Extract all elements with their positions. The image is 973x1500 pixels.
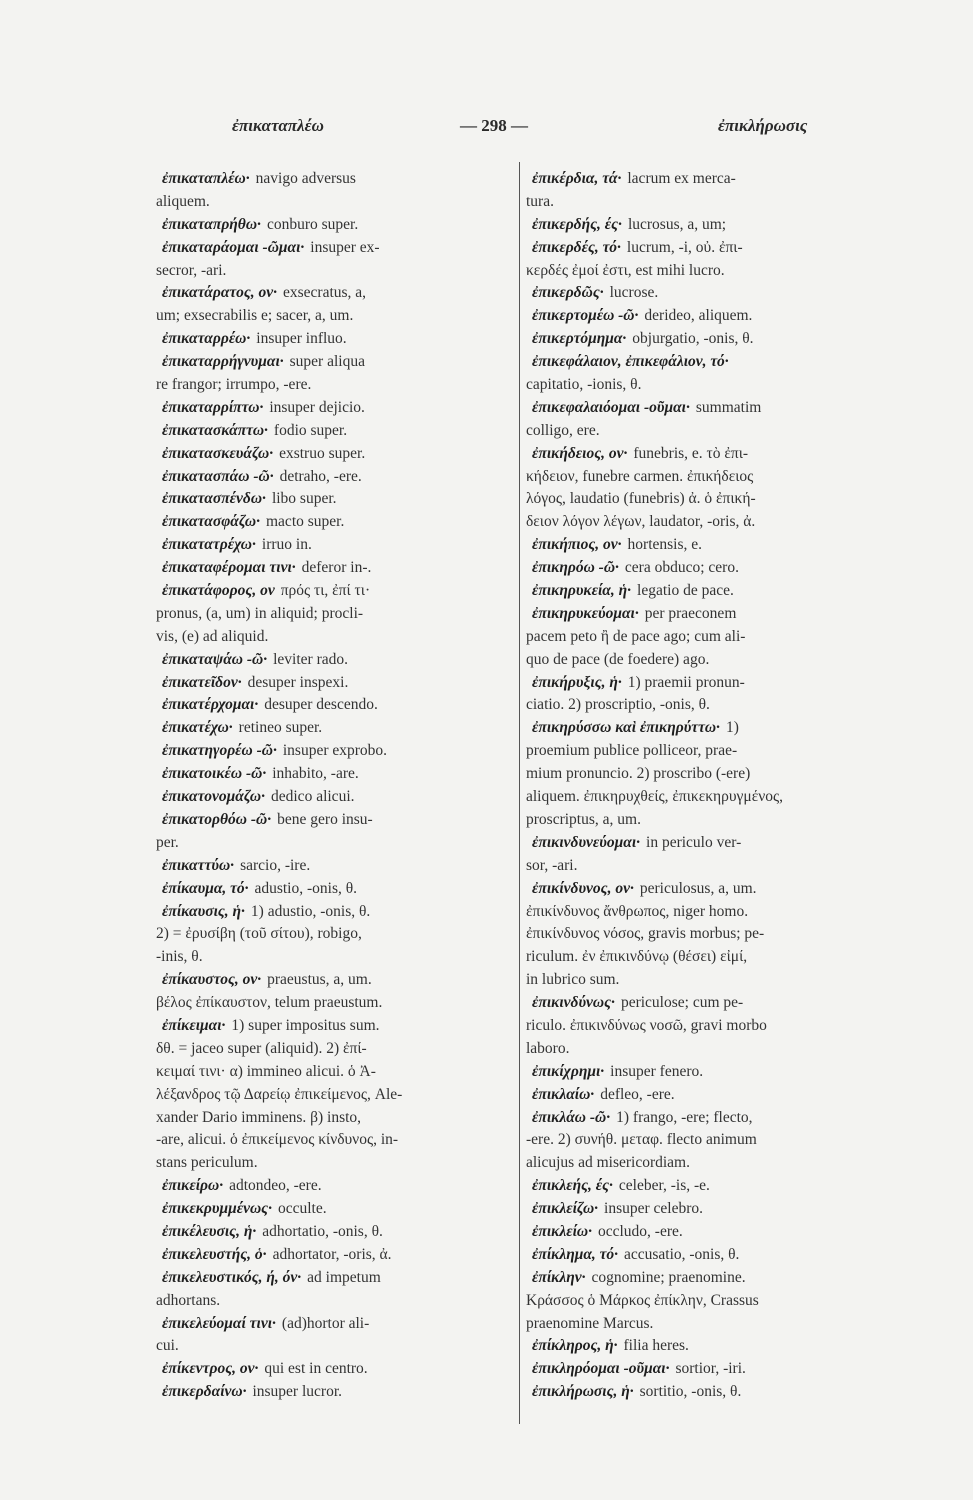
dictionary-entry-line	[156, 694, 516, 717]
entry-definition: aliquem. ἐπικηρυχθείς, ἐπικεκηρυγμένος,	[526, 788, 783, 806]
entry-definition: δειον λόγον λέγων, laudator, -oris, ἀ.	[526, 513, 756, 531]
dictionary-entry-line	[526, 328, 860, 351]
entry-headword: ἐπικεφάλαιον, ἐπικεφάλιον, τό·	[532, 353, 729, 371]
dictionary-entry-line	[526, 168, 860, 191]
entry-definition: desuper descendo.	[264, 696, 378, 714]
entry-definition: quo de pace (de foedere) ago.	[526, 650, 710, 668]
entry-definition: πρός τι, ἐπί τι·	[280, 582, 371, 600]
entry-headword: ἐπικερδαίνω·	[162, 1383, 247, 1401]
dictionary-entry-line	[156, 1381, 516, 1404]
entry-headword: ἐπικλαίω·	[532, 1085, 595, 1103]
entry-definition: 1) praemii pronun-	[627, 673, 745, 691]
entry-definition: adtondeo, -ere.	[229, 1177, 322, 1195]
entry-continuation-line	[526, 626, 860, 649]
entry-definition: exstruo super.	[279, 444, 366, 462]
dictionary-entry-line	[156, 672, 516, 695]
entry-continuation-line	[526, 1152, 860, 1175]
entry-continuation-line	[526, 901, 860, 924]
entry-headword: ἐπικείρω·	[162, 1177, 224, 1195]
entry-definition: leviter rado.	[273, 650, 348, 668]
dictionary-entry-line	[526, 1175, 860, 1198]
entry-definition: riculo. ἐπικινδύνως νοσῶ, gravi morbo	[526, 1016, 767, 1034]
entry-definition: βέλος ἐπίκαυστον, telum praeustum.	[156, 994, 383, 1012]
dictionary-entry-line	[526, 282, 860, 305]
dictionary-entry-line	[156, 488, 516, 511]
entry-headword: ἐπικατασκάπτω·	[162, 421, 268, 439]
entry-headword: ἐπικελευστικός, ή, όν·	[162, 1268, 302, 1286]
entry-continuation-line	[526, 1038, 860, 1061]
dictionary-entry-line	[156, 878, 516, 901]
entry-headword: ἐπικελεύομαί τινι·	[162, 1314, 276, 1332]
entry-definition: re frangor; irrumpo, -ere.	[156, 376, 312, 394]
entry-headword: ἐπικλήρωσις, ἡ·	[532, 1383, 634, 1401]
dictionary-entry-line	[526, 1244, 860, 1267]
entry-headword: ἐπικατέχω·	[162, 719, 233, 737]
entry-definition: λέξανδρος τῷ Δαρείῳ ἐπικείμενος, Ale-	[156, 1085, 403, 1103]
dictionary-entry-line	[156, 351, 516, 374]
running-head-first-entry: ἐπικαταπλέω	[232, 116, 324, 135]
entry-definition: occulte.	[277, 1200, 327, 1218]
entry-headword: ἐπικίχρημι·	[532, 1062, 605, 1080]
entry-headword: ἐπικαττύω·	[162, 856, 235, 874]
dictionary-entry-line	[156, 786, 516, 809]
entry-continuation-line	[156, 832, 516, 855]
entry-continuation-line	[156, 1038, 516, 1061]
entry-headword: ἐπικαταρρέω·	[162, 330, 251, 348]
entry-headword: ἐπικατορθόω -ῶ·	[162, 810, 272, 828]
entry-headword: ἐπικλάω -ῶ·	[532, 1108, 611, 1126]
entry-continuation-line	[156, 946, 516, 969]
entry-definition: laboro.	[526, 1039, 570, 1057]
entry-definition: deferor in-.	[301, 559, 372, 577]
entry-continuation-line	[156, 1152, 516, 1175]
entry-definition: funebris, e. τὸ ἐπι-	[633, 444, 749, 462]
entry-continuation-line	[526, 855, 860, 878]
dictionary-entry-line	[156, 1175, 516, 1198]
entry-definition: mium pronuncio. 2) proscribo (-ere)	[526, 765, 751, 783]
dictionary-entry-line	[526, 992, 860, 1015]
dictionary-entry-line	[156, 809, 516, 832]
entry-definition: cui.	[156, 1337, 179, 1355]
dictionary-entry-line	[156, 237, 516, 260]
entry-continuation-line	[156, 1129, 516, 1152]
dictionary-entry-line	[156, 740, 516, 763]
dictionary-entry-line	[156, 1358, 516, 1381]
dictionary-entry-line	[156, 763, 516, 786]
entry-headword: ἐπικερδής, ές·	[532, 215, 622, 233]
entry-continuation-line	[526, 420, 860, 443]
entry-headword: ἐπικλείζω·	[532, 1200, 599, 1218]
entry-continuation-line	[526, 763, 860, 786]
entry-headword: ἐπικαταπλέω·	[162, 170, 250, 187]
entry-definition: 1) frango, -ere; flecto,	[616, 1108, 753, 1126]
entry-headword: ἐπικήδειος, ον·	[532, 444, 628, 462]
entry-definition: insuper influo.	[256, 330, 347, 348]
entry-headword: ἐπικληρόομαι -οῦμαι·	[532, 1360, 670, 1378]
dictionary-entry-line	[526, 603, 860, 626]
column-divider	[519, 162, 520, 1424]
dictionary-entry-line	[526, 1267, 860, 1290]
entry-definition: lucrose.	[609, 284, 659, 302]
entry-continuation-line	[156, 1290, 516, 1313]
entry-continuation-line	[526, 1313, 860, 1336]
entry-headword: ἐπικελευστής, ὁ·	[162, 1245, 267, 1263]
dictionary-entry-line	[156, 1015, 516, 1038]
entry-continuation-line	[156, 1335, 516, 1358]
entry-definition: λόγος, laudatio (funebris) ἀ. ὁ ἐπική-	[526, 490, 756, 508]
entry-definition: summatim	[695, 398, 762, 416]
entry-continuation-line	[156, 1061, 516, 1084]
entry-definition: -inis, θ.	[156, 948, 203, 966]
entry-definition: per.	[156, 833, 179, 851]
entry-definition: 2) = ἐρυσίβη (τοῦ σίτου), robigo,	[156, 925, 362, 943]
entry-continuation-line	[526, 1290, 860, 1313]
entry-definition: macto super.	[266, 513, 345, 531]
entry-headword: ἐπικηρύσσω καὶ ἐπικηρύττω·	[532, 719, 720, 737]
entry-headword: ἐπικερτόμημα·	[532, 330, 627, 348]
dictionary-entry-line	[526, 1107, 860, 1130]
entry-definition: secror, -ari.	[156, 261, 227, 279]
entry-continuation-line	[156, 992, 516, 1015]
entry-headword: ἐπίκαυστος, ον·	[162, 971, 262, 989]
entry-continuation-line	[156, 374, 516, 397]
entry-definition: defleo, -ere.	[600, 1085, 675, 1103]
entry-definition: celeber, -is, -e.	[618, 1177, 710, 1195]
entry-definition: ad impetum	[307, 1268, 381, 1286]
entry-headword: ἐπικαταρρήγνυμαι·	[162, 353, 284, 371]
entry-definition: insuper lucror.	[252, 1383, 343, 1401]
entry-definition: pronus, (a, um) in aliquid; procli-	[156, 604, 364, 622]
dictionary-entry-line	[156, 580, 516, 603]
entry-continuation-line	[526, 649, 860, 672]
dictionary-entry-line	[156, 511, 516, 534]
dictionary-entry-line	[156, 534, 516, 557]
entry-definition: -ere. 2) συνήθ. μεταφ. flecto animum	[526, 1131, 757, 1149]
dictionary-entry-line	[526, 878, 860, 901]
entry-headword: ἐπικαταπρήθω·	[162, 215, 261, 233]
dictionary-entry-line	[526, 1335, 860, 1358]
entry-definition: derideo, aliquem.	[644, 307, 753, 325]
entry-continuation-line	[526, 923, 860, 946]
entry-continuation-line	[526, 946, 860, 969]
entry-definition: tura.	[526, 192, 554, 210]
entry-continuation-line	[526, 511, 860, 534]
entry-definition: proscriptus, a, um.	[526, 810, 641, 828]
entry-definition: bene gero insu-	[277, 810, 373, 828]
entry-definition: sor, -ari.	[526, 856, 578, 874]
entry-headword: ἐπικινδυνεύομαι·	[532, 833, 641, 851]
dictionary-entry-line	[526, 672, 860, 695]
entry-headword: ἐπικηρόω -ῶ·	[532, 559, 619, 577]
entry-definition: adhortator, -oris, ἀ.	[272, 1245, 392, 1263]
entry-headword: ἐπικατοικέω -ῶ·	[162, 765, 267, 783]
entry-headword: ἐπικλείω·	[532, 1222, 592, 1240]
entry-continuation-line	[526, 1015, 860, 1038]
entry-definition: lucrosus, a, um;	[627, 215, 727, 233]
entry-headword: ἐπικαταράομαι -ῶμαι·	[162, 238, 305, 256]
entry-continuation-line	[526, 488, 860, 511]
entry-definition: capitatio, -ionis, θ.	[526, 376, 642, 394]
entry-definition: pacem peto ἢ de pace ago; cum ali-	[526, 627, 746, 645]
entry-headword: ἐπίκλην·	[532, 1268, 586, 1286]
entry-headword: ἐπικερδές, τό·	[532, 238, 621, 256]
entry-definition: ἐπικίνδυνος νόσος, gravis morbus; pe-	[526, 925, 765, 943]
dictionary-entry-line	[156, 855, 516, 878]
dictionary-entry-line	[526, 717, 860, 740]
entry-headword: ἐπικεφαλαιόομαι -οῦμαι·	[532, 398, 690, 416]
entry-definition: insuper exprobo.	[282, 742, 388, 760]
entry-continuation-line	[156, 1084, 516, 1107]
entry-continuation-line	[526, 466, 860, 489]
entry-headword: ἐπικίνδυνος, ον·	[532, 879, 634, 897]
entry-definition: in lubrico sum.	[526, 971, 620, 989]
dictionary-entry-line	[156, 282, 516, 305]
entry-headword: ἐπίκαυμα, τό·	[162, 879, 249, 897]
entry-continuation-line	[156, 260, 516, 283]
right-column	[526, 168, 860, 1404]
entry-definition: 1)	[725, 719, 739, 737]
entry-continuation-line	[526, 786, 860, 809]
entry-definition: colligo, ere.	[526, 421, 600, 439]
dictionary-entry-line	[526, 832, 860, 855]
entry-definition: inhabito, -are.	[272, 765, 359, 783]
dictionary-entry-line	[526, 443, 860, 466]
dictionary-entry-line	[156, 466, 516, 489]
entry-headword: ἐπικινδύνως·	[532, 994, 615, 1012]
entry-definition: praeustus, a, um.	[267, 971, 372, 989]
entry-definition: retineo super.	[238, 719, 323, 737]
entry-headword: ἐπικατέρχομαι·	[162, 696, 259, 714]
entry-continuation-line	[156, 191, 516, 214]
dictionary-entry-line	[526, 214, 860, 237]
entry-definition: insuper ex-	[310, 238, 380, 256]
entry-headword: ἐπίκληρος, ἡ·	[532, 1337, 618, 1355]
entry-definition: cognomine; praenomine.	[591, 1268, 746, 1286]
dictionary-entry-line	[526, 1381, 860, 1404]
dictionary-entry-line	[156, 901, 516, 924]
entry-definition: dedico alicui.	[271, 788, 355, 806]
entry-definition: sortitio, -onis, θ.	[639, 1383, 742, 1401]
entry-headword: ἐπικήρυξις, ἡ·	[532, 673, 622, 691]
entry-definition: κερδές ἐμοί ἐστι, est mihi lucro.	[526, 261, 725, 279]
entry-definition: per praeconem	[644, 604, 737, 622]
entry-headword: ἐπικήπιος, ον·	[532, 536, 622, 554]
entry-headword: ἐπικατασκευάζω·	[162, 444, 274, 462]
dictionary-entry-line	[526, 534, 860, 557]
entry-definition: insuper fenero.	[610, 1062, 704, 1080]
dictionary-entry-line	[526, 1198, 860, 1221]
entry-definition: navigo adversus	[255, 170, 356, 187]
entry-definition: (ad)hortor ali-	[281, 1314, 370, 1332]
entry-continuation-line	[156, 626, 516, 649]
entry-definition: ἐπικίνδυνος ἄνθρωπος, niger homo.	[526, 902, 749, 920]
entry-definition: cera obduco; cero.	[624, 559, 739, 577]
entry-definition: adhortatio, -onis, θ.	[262, 1222, 383, 1240]
entry-definition: proemium publice polliceor, prae-	[526, 742, 738, 760]
dictionary-entry-line	[526, 557, 860, 580]
entry-headword: ἐπικερτομέω -ῶ·	[532, 307, 639, 325]
dictionary-entry-line	[156, 1244, 516, 1267]
entry-definition: riculum. ἐν ἐπικινδύνῳ (θέσει) εἰμί,	[526, 948, 748, 966]
entry-definition: insuper celebro.	[604, 1200, 704, 1218]
entry-definition: fodio super.	[273, 421, 348, 439]
entry-definition: super aliqua	[289, 353, 365, 371]
entry-definition: -are, alicui. ὁ ἐπικείμενος κίνδυνος, in-	[156, 1131, 399, 1149]
entry-definition: periculosus, a, um.	[639, 879, 757, 897]
entry-definition: adhortans.	[156, 1291, 221, 1309]
dictionary-entry-line	[156, 443, 516, 466]
dictionary-entry-line	[156, 420, 516, 443]
entry-definition: ciatio. 2) proscriptio, -onis, θ.	[526, 696, 710, 714]
entry-headword: ἐπικαταψάω -ῶ·	[162, 650, 268, 668]
entry-definition: conburo super.	[266, 215, 359, 233]
dictionary-entry-line	[526, 237, 860, 260]
dictionary-entry-line	[156, 717, 516, 740]
entry-headword: ἐπικατασπένδω·	[162, 490, 266, 508]
dictionary-entry-line	[526, 351, 860, 374]
entry-headword: ἐπικηρυκεύομαι·	[532, 604, 639, 622]
entry-headword: ἐπικεκρυμμένως·	[162, 1200, 272, 1218]
entry-definition: Κράσσος ὁ Μάρκος ἐπίκλην, Crassus	[526, 1291, 759, 1309]
entry-definition: periculose; cum pe-	[620, 994, 744, 1012]
entry-headword: ἐπικέλευσις, ἡ·	[162, 1222, 257, 1240]
dictionary-entry-line	[526, 1084, 860, 1107]
entry-definition: libo super.	[271, 490, 337, 508]
entry-definition: κειμαί τινι· α) immineo alicui. ὁ Ἀ-	[156, 1062, 376, 1080]
dictionary-entry-line	[156, 1198, 516, 1221]
dictionary-entry-line	[156, 397, 516, 420]
entry-definition: 1) adustio, -onis, θ.	[250, 902, 371, 920]
dictionary-entry-line	[156, 1221, 516, 1244]
entry-headword: ἐπικερδῶς·	[532, 284, 604, 302]
entry-headword: ἐπικατονομάζω·	[162, 788, 265, 806]
entry-headword: ἐπικέρδια, τά·	[532, 170, 622, 187]
entry-definition: accusatio, -onis, θ.	[623, 1245, 740, 1263]
entry-continuation-line	[156, 923, 516, 946]
dictionary-entry-line	[526, 1061, 860, 1084]
entry-definition: detraho, -ere.	[279, 467, 362, 485]
entry-definition: xander Dario imminens. β) insto,	[156, 1108, 362, 1126]
entry-definition: in periculo ver-	[646, 833, 742, 851]
entry-definition: aliquem.	[156, 192, 210, 210]
left-column	[156, 168, 516, 1404]
entry-continuation-line	[156, 305, 516, 328]
entry-headword: ἐπικατασπάω -ῶ·	[162, 467, 274, 485]
entry-definition: hortensis, e.	[627, 536, 703, 554]
running-head-last-entry: ἐπικλήρωσις	[718, 116, 808, 135]
entry-definition: stans periculum.	[156, 1154, 258, 1172]
dictionary-entry-line	[156, 328, 516, 351]
entry-definition: sarcio, -ire.	[240, 856, 311, 874]
entry-headword: ἐπίκαυσις, ἡ·	[162, 902, 245, 920]
entry-continuation-line	[526, 694, 860, 717]
entry-continuation-line	[526, 374, 860, 397]
entry-definition: exsecratus, a,	[283, 284, 367, 302]
entry-continuation-line	[526, 969, 860, 992]
dictionary-entry-line	[156, 168, 516, 191]
dictionary-entry-line	[526, 397, 860, 420]
entry-headword: ἐπικατατρέχω·	[162, 536, 256, 554]
entry-definition: praenomine Marcus.	[526, 1314, 654, 1332]
entry-continuation-line	[526, 1129, 860, 1152]
entry-headword: ἐπικατηγορέω -ῶ·	[162, 742, 277, 760]
entry-headword: ἐπικατάρατος, ον·	[162, 284, 277, 302]
entry-continuation-line	[526, 740, 860, 763]
entry-definition: qui est in centro.	[264, 1360, 368, 1378]
entry-definition: um; exsecrabilis e; sacer, a, um.	[156, 307, 354, 325]
entry-continuation-line	[526, 260, 860, 283]
entry-definition: occludo, -ere.	[597, 1222, 683, 1240]
entry-definition: lacrum ex merca-	[627, 170, 736, 187]
page-number: — 298 —	[460, 116, 528, 135]
entry-definition: objurgatio, -onis, θ.	[632, 330, 754, 348]
entry-definition: adustio, -onis, θ.	[254, 879, 358, 897]
dictionary-entry-line	[526, 1221, 860, 1244]
entry-headword: ἐπίκλημα, τό·	[532, 1245, 618, 1263]
dictionary-entry-line	[156, 1267, 516, 1290]
entry-definition: irruo in.	[261, 536, 312, 554]
entry-headword: ἐπικατάφορος, ον	[162, 582, 275, 600]
dictionary-entry-line	[156, 969, 516, 992]
dictionary-entry-line	[526, 580, 860, 603]
entry-definition: alicujus ad misericordiam.	[526, 1154, 690, 1172]
entry-definition: δθ. = jaceo super (aliquid). 2) ἐπί-	[156, 1039, 367, 1057]
dictionary-entry-line	[156, 557, 516, 580]
entry-definition: desuper inspexi.	[247, 673, 349, 691]
entry-continuation-line	[156, 603, 516, 626]
entry-definition: κήδειον, funebre carmen. ἐπικήδειος	[526, 467, 754, 485]
entry-definition: vis, (e) ad aliquid.	[156, 627, 269, 645]
entry-definition: filia heres.	[623, 1337, 689, 1355]
entry-definition: 1) super impositus sum.	[231, 1016, 380, 1034]
entry-definition: insuper dejicio.	[269, 398, 365, 416]
entry-continuation-line	[526, 191, 860, 214]
entry-definition: lucrum, -i, οὐ. ἐπι-	[626, 238, 743, 256]
dictionary-entry-line	[156, 649, 516, 672]
entry-headword: ἐπικαταφέρομαι τινι·	[162, 559, 296, 577]
dictionary-entry-line	[156, 1313, 516, 1336]
entry-continuation-line	[526, 809, 860, 832]
entry-headword: ἐπικηρυκεία, ἡ·	[532, 582, 632, 600]
dictionary-entry-line	[526, 1358, 860, 1381]
entry-definition: legatio de pace.	[637, 582, 734, 600]
entry-continuation-line	[156, 1107, 516, 1130]
entry-headword: ἐπικατασφάζω·	[162, 513, 260, 531]
dictionary-entry-line	[156, 214, 516, 237]
entry-headword: ἐπικατεῖδον·	[162, 673, 242, 691]
entry-headword: ἐπικλεής, ές·	[532, 1177, 613, 1195]
entry-headword: ἐπίκειμαι·	[162, 1016, 226, 1034]
dictionary-entry-line	[526, 305, 860, 328]
entry-headword: ἐπίκεντρος, ον·	[162, 1360, 259, 1378]
entry-headword: ἐπικαταρρίπτω·	[162, 398, 264, 416]
entry-definition: sortior, -iri.	[675, 1360, 746, 1378]
